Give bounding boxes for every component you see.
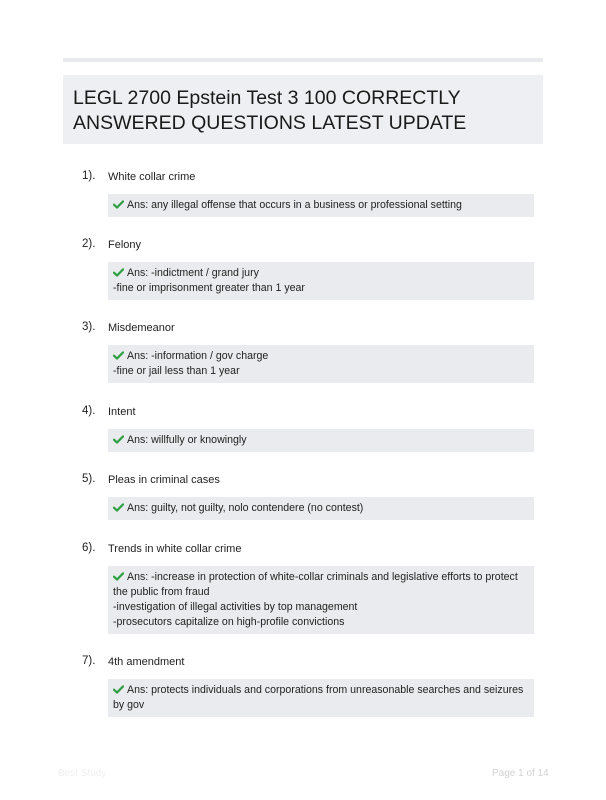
answer-text: Ans: -increase in protection of white-collar criminals and legislative efforts to protect xyxy=(127,571,518,583)
answer-text: -fine or imprisonment greater than 1 year xyxy=(113,282,305,294)
answer-text: the public from fraud xyxy=(113,586,210,598)
top-divider xyxy=(63,58,543,62)
answer-box xyxy=(108,679,534,717)
answer-box xyxy=(108,262,534,300)
footer-watermark: Best Study xyxy=(58,768,107,779)
question-number: 6). xyxy=(82,542,96,554)
answer-line xyxy=(113,266,529,281)
answer-line xyxy=(113,501,529,516)
question-number: 7). xyxy=(82,655,96,667)
question-text: Trends in white collar crime xyxy=(108,543,242,555)
answer-text: -fine or jail less than 1 year xyxy=(113,365,240,377)
answer-text: Ans: -indictment / grand jury xyxy=(127,267,259,279)
answer-text: Ans: protects individuals and corporations from unreasonable searches and seizures xyxy=(127,684,524,696)
answer-line xyxy=(113,281,529,296)
check-icon xyxy=(113,572,124,581)
answer-text: Ans: any illegal offense that occurs in a business or professional setting xyxy=(127,199,462,211)
answer-line xyxy=(113,615,529,630)
answer-text: Ans: -information / gov charge xyxy=(127,350,269,362)
question-number: 1). xyxy=(82,170,96,182)
question-number: 5). xyxy=(82,473,96,485)
question-number: 3). xyxy=(82,321,96,333)
answer-line xyxy=(113,433,529,448)
question-text: Misdemeanor xyxy=(108,322,175,334)
answer-text: -investigation of illegal activities by top management xyxy=(113,601,358,613)
question-number: 2). xyxy=(82,238,96,250)
question-text: 4th amendment xyxy=(108,656,185,668)
question-number: 4). xyxy=(82,405,96,417)
title-banner xyxy=(63,75,543,144)
answer-line xyxy=(113,349,529,364)
answer-line xyxy=(113,698,529,713)
answer-line xyxy=(113,364,529,379)
document-title-line-1: LEGL 2700 Epstein Test 3 100 CORRECTLY xyxy=(73,87,461,109)
answer-line xyxy=(113,683,529,698)
check-icon xyxy=(113,503,124,512)
document-title xyxy=(73,86,543,135)
answer-line xyxy=(113,570,529,585)
answer-line xyxy=(113,585,529,600)
check-icon xyxy=(113,200,124,209)
check-icon xyxy=(113,685,124,694)
check-icon xyxy=(113,268,124,277)
question-text: Pleas in criminal cases xyxy=(108,474,220,486)
check-icon xyxy=(113,351,124,360)
answer-box xyxy=(108,566,534,634)
page-indicator: Page 1 of 14 xyxy=(492,768,549,779)
question-text: Intent xyxy=(108,406,136,418)
answer-line xyxy=(113,600,529,615)
document-title-line-2: ANSWERED QUESTIONS LATEST UPDATE xyxy=(73,111,467,134)
check-icon xyxy=(113,435,124,444)
answer-box xyxy=(108,497,534,520)
answer-box xyxy=(108,194,534,217)
answer-line xyxy=(113,198,529,213)
answer-box xyxy=(108,345,534,383)
question-text: White collar crime xyxy=(108,171,196,183)
answer-text: Ans: guilty, not guilty, nolo contendere (no contest) xyxy=(127,502,364,514)
answer-box xyxy=(108,429,534,452)
answer-text: Ans: willfully or knowingly xyxy=(127,434,247,446)
answer-text: -prosecutors capitalize on high-profile convictions xyxy=(113,616,345,628)
question-text: Felony xyxy=(108,239,142,251)
answer-text: by gov xyxy=(113,699,145,711)
